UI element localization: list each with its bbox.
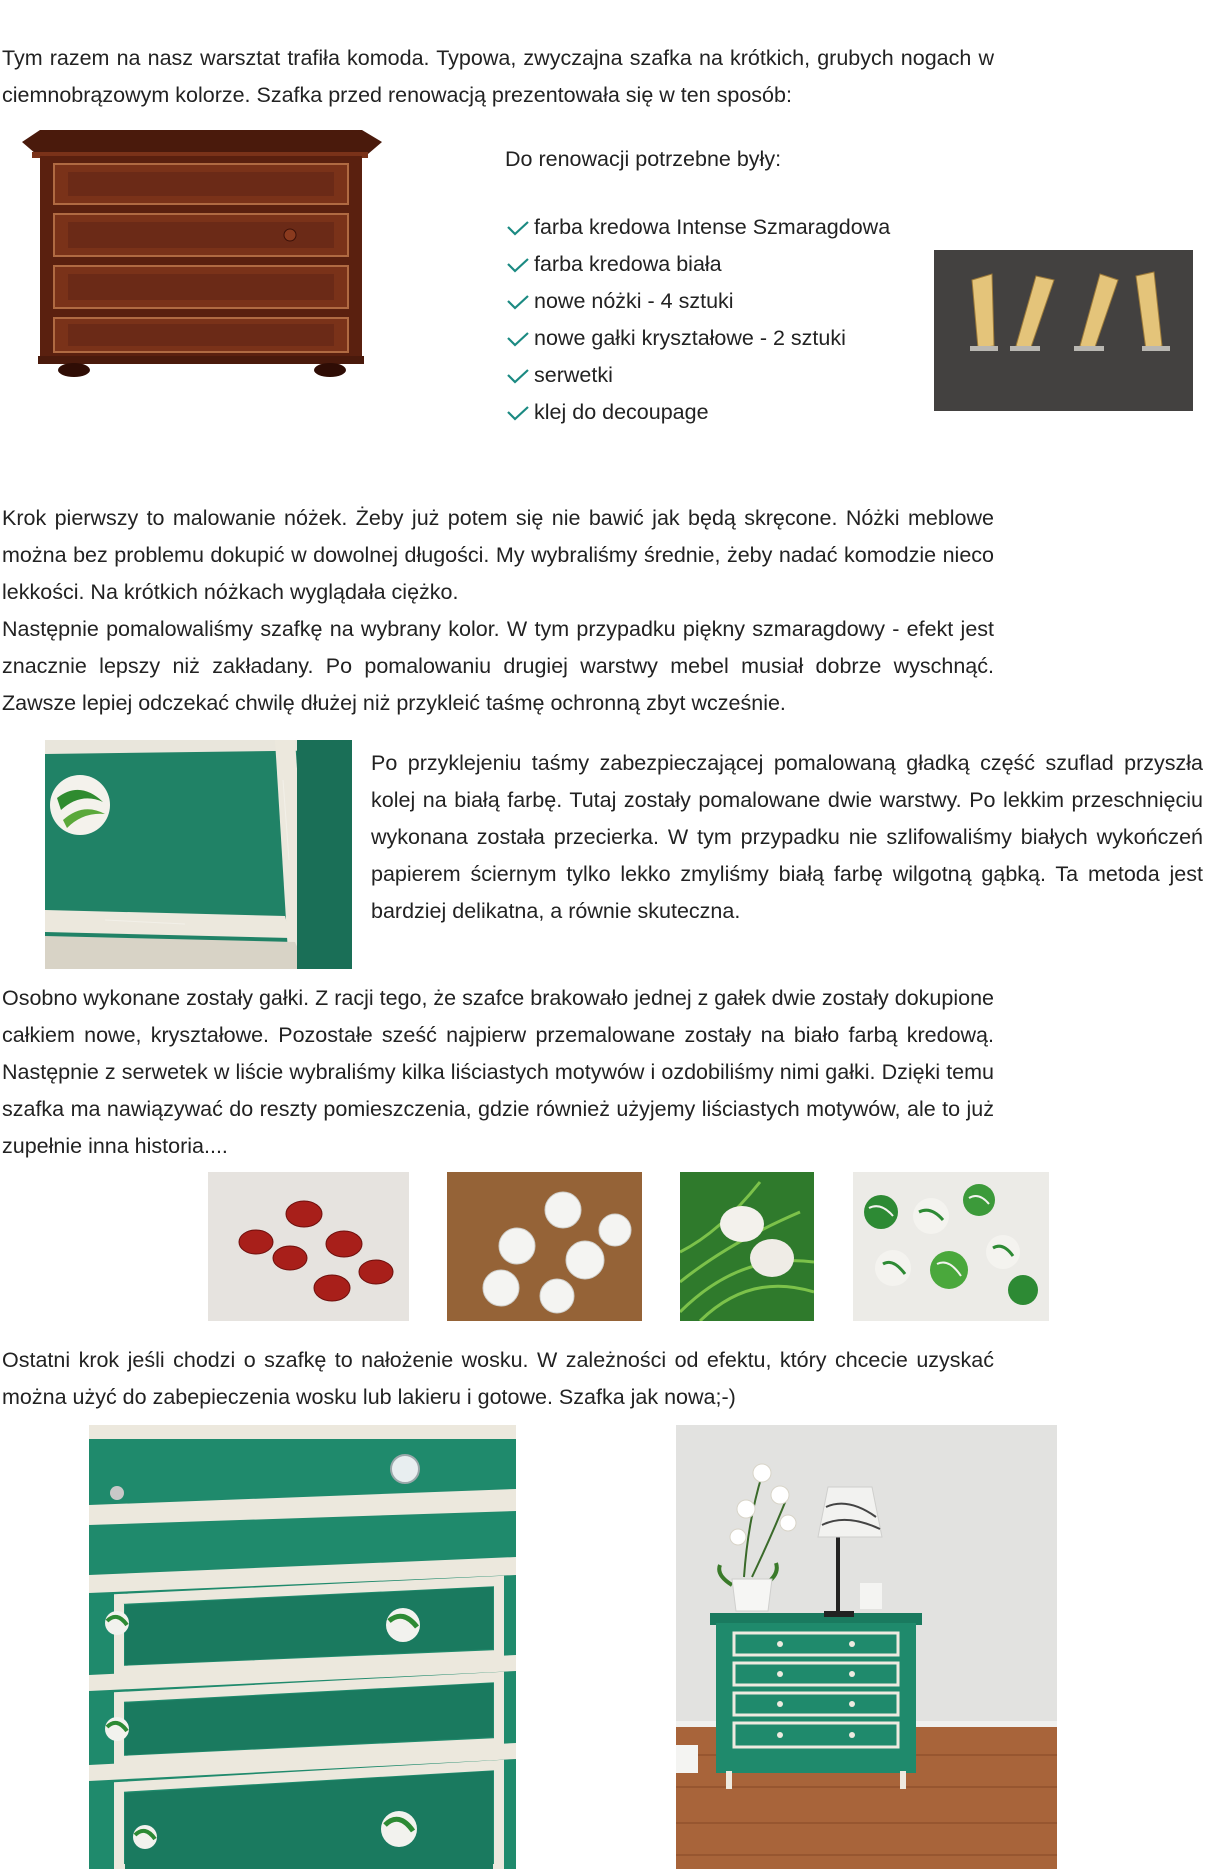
list-item [505, 283, 945, 320]
list-item [505, 209, 945, 246]
finished-dresser-closeup-photo [89, 1425, 516, 1869]
finished-dresser-room-photo [676, 1425, 1057, 1869]
material-item: farba kredowa biała [534, 252, 722, 276]
step-wax-paragraph: Ostatni krok jeśli chodzi o szafkę to nałożenie wosku. W zależności od efektu, który chcecie uzyskać można użyć do zabepieczenia wosku lub lakieru i gotowe. Szafka jak nowa;-) [2, 1348, 994, 1409]
materials-heading: Do renowacji potrzebne były: [505, 147, 782, 171]
white-knobs-photo [447, 1172, 642, 1321]
list-item [505, 320, 945, 357]
list-item [505, 246, 945, 283]
red-knobs-photo [208, 1172, 409, 1321]
knobs-on-napkin-photo [680, 1172, 814, 1321]
material-item: nowe gałki kryształowe - 2 sztuki [534, 326, 846, 350]
check-icon [506, 294, 530, 310]
material-item: nowe nóżki - 4 sztuki [534, 289, 734, 313]
decoupage-knobs-photo [853, 1172, 1049, 1321]
dresser-before-photo [18, 128, 384, 378]
step-knobs-paragraph: Osobno wykonane zostały gałki. Z racji tego, że szafce brakowało jednej z gałek dwie zostały dokupione całkiem nowe, kryształowe. Pozostałe sześć najpierw przemalowane zostały na biało farbą kredową. Następnie z serwetek w liście wybraliśmy kilka liściastych motywów i ozdobiliśmy nimi gałki. Dzięki temu szafka ma nawiązywać do reszty pomieszczenia, gdzie również użyjemy liściastych motywów, ale to już zupełnie inna historia.... [2, 986, 994, 1158]
check-icon [506, 257, 530, 273]
step-white-paragraph: Po przyklejeniu taśmy zabezpieczającej pomalowaną gładką część szuflad przyszła kolej na białą farbę. Tutaj zostały pomalowane dwie warstwy. Po lekkim przeschnięciu wykonana została przecierka. W tym przypadku nie szlifowaliśmy białych wykończeń papierem ściernym tylko lekko zmyliśmy białą farbę wilgotną gąbką. Ta metoda jest bardziej delikatna, a równie skuteczna. [371, 751, 1203, 923]
step-paint-paragraph: Następnie pomalowaliśmy szafkę na wybrany kolor. W tym przypadku piękny szmaragdowy - efekt jest znacznie lepszy niż zakładany. Po pomalowaniu drugiej warstwy mebel musiał dobrze wyschnąć. Zawsze lepiej odczekać chwilę dłużej niż przykleić taśmę ochronną zbyt wcześnie. [2, 617, 994, 715]
materials-list [505, 209, 945, 431]
material-item: serwetki [534, 363, 613, 387]
check-icon [506, 331, 530, 347]
list-item [505, 357, 945, 394]
intro-paragraph: Tym razem na nasz warsztat trafiła komoda. Typowa, zwyczajna szafka na krótkich, grubych nogach w ciemnobrązowym kolorze. Szafka przed renowacją prezentowała się w ten sposób: [2, 46, 994, 107]
material-item: farba kredowa Intense Szmaragdowa [534, 215, 891, 239]
white-trim-photo [45, 740, 352, 969]
check-icon [506, 220, 530, 236]
list-item [505, 394, 945, 431]
check-icon [506, 368, 530, 384]
material-item: klej do decoupage [534, 400, 709, 424]
step-legs-paragraph: Krok pierwszy to malowanie nóżek. Żeby już potem się nie bawić jak będą skręcone. Nóżki meblowe można bez problemu dokupić w dowolnej długości. My wybraliśmy średnie, żeby nadać komodzie nieco lekkości. Na krótkich nóżkach wyglądała ciężko. [2, 506, 994, 604]
new-legs-photo [934, 250, 1193, 411]
check-icon [506, 405, 530, 421]
